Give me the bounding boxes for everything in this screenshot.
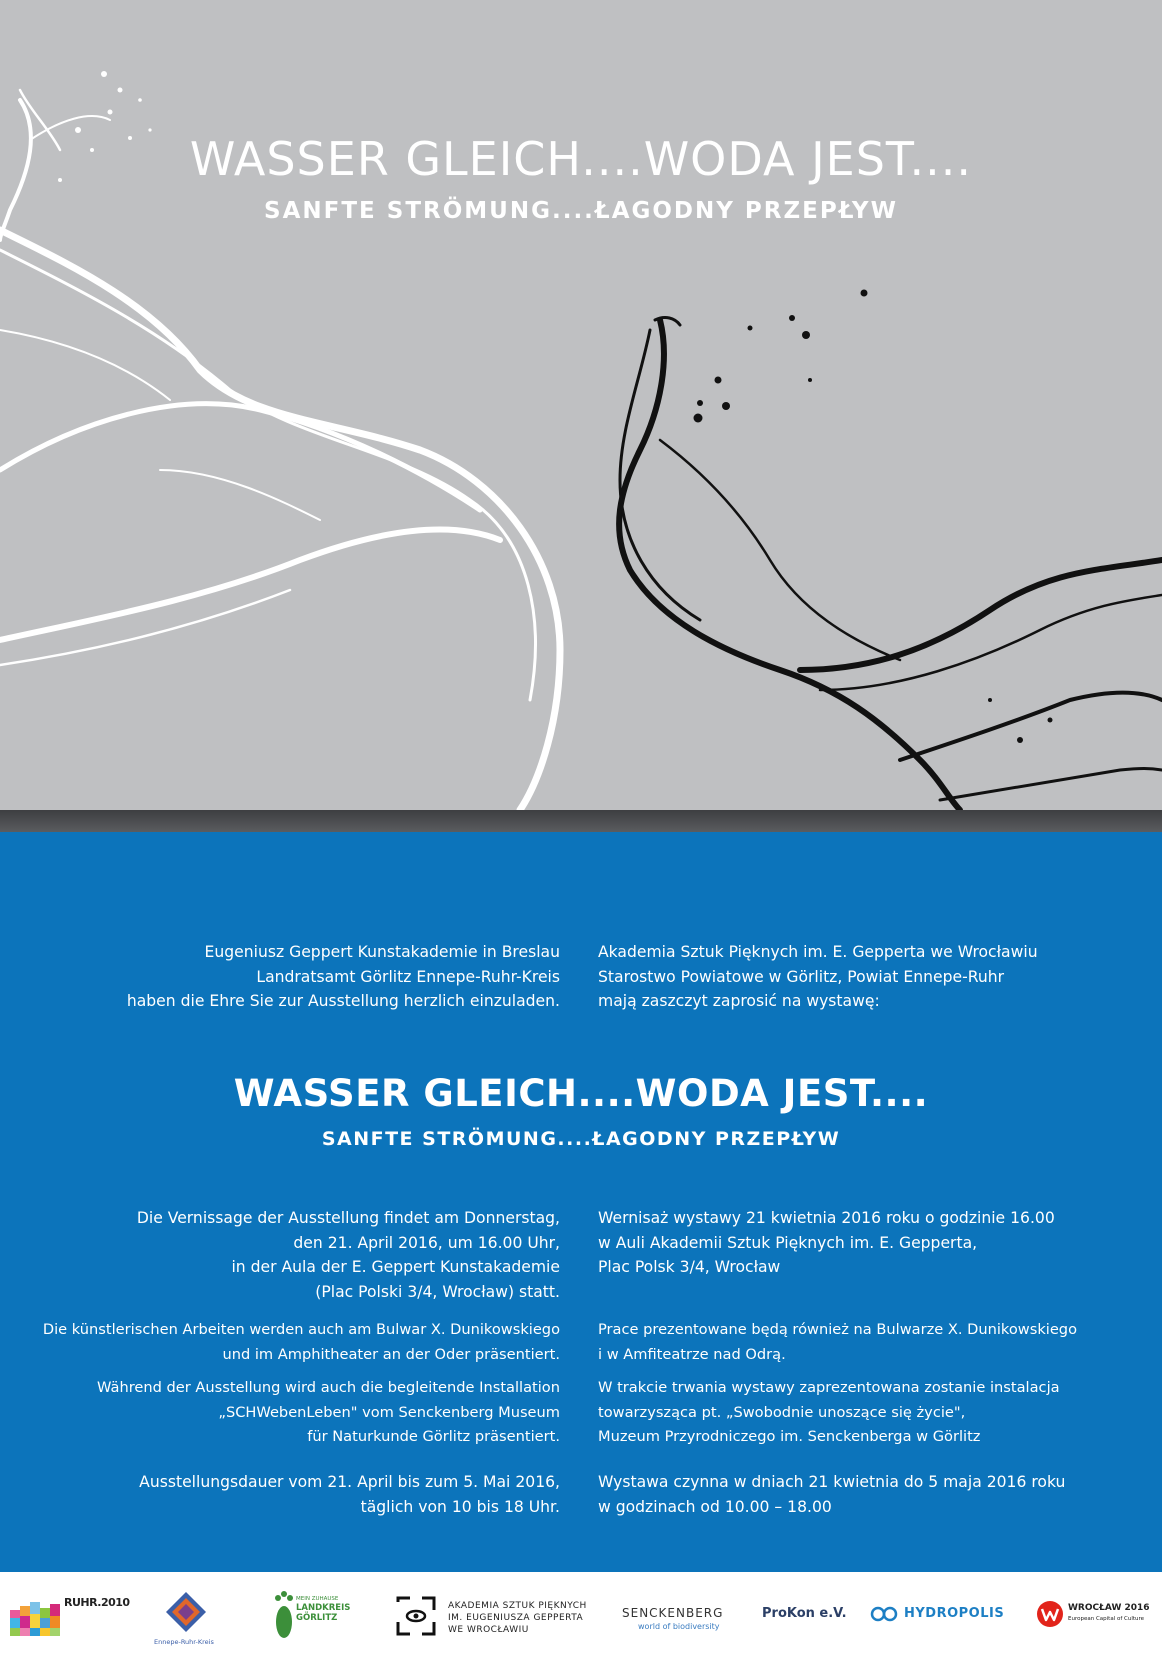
prokon-logo bbox=[762, 1572, 848, 1658]
duration-pl-line: w godzinach od 10.00 – 18.00 bbox=[598, 1497, 832, 1516]
separator-band bbox=[0, 810, 1162, 832]
duration-de-line: täglich von 10 bis 18 Uhr. bbox=[360, 1497, 560, 1516]
asp-label bbox=[448, 1600, 587, 1636]
ennepe-ruhr-logo bbox=[150, 1572, 230, 1658]
hero-subtitle: SANFTE STRÖMUNG....ŁAGODNY PRZEPŁYW bbox=[264, 198, 898, 224]
opening-de-line: Die Vernissage der Ausstellung findet am Donnerstag, bbox=[136, 1209, 560, 1227]
wroclaw-label: WROCŁAW 2016 bbox=[1068, 1603, 1150, 1613]
duration-polish bbox=[598, 1470, 1158, 1519]
exhibition-title: WASSER GLEICH....WODA JEST.... bbox=[233, 1072, 929, 1115]
bulwar-pl-line: i w Amfiteatrze nad Odrą. bbox=[598, 1345, 786, 1363]
intro-pl-line: Starostwo Powiatowe w Görlitz, Powiat Ennepe-Ruhr bbox=[598, 967, 1005, 986]
installation-pl-line: Muzeum Przyrodniczego im. Senckenberga w Görlitz bbox=[598, 1428, 981, 1445]
installation-polish bbox=[598, 1376, 1158, 1450]
hydropolis-logo bbox=[870, 1572, 1010, 1658]
asp-label-line: AKADEMIA SZTUK PIĘKNYCH bbox=[448, 1601, 587, 1611]
exhibition-subtitle: SANFTE STRÖMUNG....ŁAGODNY PRZEPŁYW bbox=[321, 1128, 841, 1150]
senckenberg-label: SENCKENBERG bbox=[622, 1606, 724, 1620]
bulwar-pl-line: Prace prezentowane będą również na Bulwarze X. Dunikowskiego bbox=[598, 1321, 1077, 1338]
senckenberg-tagline: world of biodiversity bbox=[638, 1622, 720, 1631]
opening-de-line: den 21. April 2016, um 16.00 Uhr, bbox=[293, 1233, 560, 1252]
opening-de-line: in der Aula der E. Geppert Kunstakademie bbox=[231, 1258, 560, 1276]
hero-section bbox=[0, 0, 1162, 810]
asp-label-line: IM. EUGENIUSZA GEPPERTA bbox=[448, 1613, 584, 1623]
landkreis-small-label: MEIN ZUHAUSE bbox=[296, 1596, 339, 1602]
intro-pl-line: mają zaszczyt zaprosić na wystawę: bbox=[598, 992, 880, 1010]
intro-german bbox=[0, 940, 560, 1014]
installation-pl-line: W trakcie trwania wystawy zaprezentowana zostanie instalacja bbox=[598, 1379, 1060, 1396]
wroclaw-2016-logo bbox=[1036, 1572, 1162, 1658]
water-splash-illustration bbox=[0, 0, 1162, 810]
landkreis-goerlitz-logo bbox=[272, 1572, 352, 1658]
ruhr-mosaic-icon bbox=[8, 1572, 118, 1658]
hydropolis-wave-icon bbox=[870, 1604, 900, 1624]
intro-pl-line: Akademia Sztuk Pięknych im. E. Gepperta we Wrocławiu bbox=[598, 943, 1038, 961]
bulwar-de-line: und im Amphitheater an der Oder präsentiert. bbox=[222, 1345, 560, 1363]
ruhr-2010-label: RUHR.2010 bbox=[64, 1596, 130, 1609]
duration-de-line: Ausstellungsdauer vom 21. April bis zum 5. Mai 2016, bbox=[139, 1473, 560, 1491]
wroclaw-tagline: European Capital of Culture bbox=[1068, 1616, 1145, 1622]
sponsor-logos bbox=[0, 1572, 1162, 1658]
opening-pl-line: Plac Polsk 3/4, Wrocław bbox=[598, 1258, 781, 1276]
opening-polish bbox=[598, 1206, 1158, 1280]
bulwar-polish bbox=[598, 1318, 1158, 1367]
ennepe-label: Ennepe-Ruhr-Kreis bbox=[154, 1638, 214, 1646]
intro-de-line: haben die Ehre Sie zur Ausstellung herzlich einzuladen. bbox=[126, 992, 560, 1010]
duration-german bbox=[0, 1470, 560, 1519]
asp-label-line: WE WROCŁAWIU bbox=[448, 1625, 529, 1635]
installation-de-line: „SCHWebenLeben" vom Senckenberg Museum bbox=[218, 1403, 560, 1421]
ruhr-2010-logo bbox=[8, 1572, 130, 1658]
installation-de-line: für Naturkunde Görlitz präsentiert. bbox=[307, 1428, 560, 1445]
intro-de-line: Landratsamt Görlitz Ennepe-Ruhr-Kreis bbox=[256, 967, 560, 986]
intro-de-line: Eugeniusz Geppert Kunstakademie in Breslau bbox=[204, 943, 560, 961]
bulwar-de-line: Die künstlerischen Arbeiten werden auch am Bulwar X. Dunikowskiego bbox=[42, 1321, 560, 1338]
asp-frame-icon bbox=[394, 1594, 438, 1638]
hero-title: WASSER GLEICH....WODA JEST.... bbox=[189, 132, 973, 186]
opening-pl-line: w Auli Akademii Sztuk Pięknych im. E. Gepperta, bbox=[598, 1233, 978, 1252]
hydropolis-label: HYDROPOLIS bbox=[904, 1606, 1005, 1621]
footprint-icon bbox=[272, 1586, 296, 1646]
bulwar-german bbox=[0, 1318, 560, 1367]
intro-polish bbox=[598, 940, 1158, 1014]
installation-german bbox=[0, 1376, 560, 1450]
installation-de-line: Während der Ausstellung wird auch die begleitende Installation bbox=[97, 1379, 560, 1396]
opening-pl-line: Wernisaż wystawy 21 kwietnia 2016 roku o godzinie 16.00 bbox=[598, 1209, 1055, 1227]
installation-pl-line: towarzysząca pt. „Swobodnie unoszące się życie", bbox=[598, 1403, 966, 1421]
landkreis-main-label: LANDKREIS GÖRLITZ bbox=[296, 1603, 351, 1623]
asp-wroclaw-logo bbox=[394, 1572, 594, 1658]
duration-pl-line: Wystawa czynna w dniach 21 kwietnia do 5 maja 2016 roku bbox=[598, 1473, 1066, 1491]
senckenberg-logo bbox=[622, 1572, 742, 1658]
prokon-label: ProKon e.V. bbox=[762, 1606, 847, 1621]
wroclaw-w-icon bbox=[1036, 1600, 1064, 1628]
opening-de-line: (Plac Polski 3/4, Wrocław) statt. bbox=[315, 1282, 560, 1301]
info-section bbox=[0, 832, 1162, 1572]
opening-german bbox=[0, 1206, 560, 1304]
